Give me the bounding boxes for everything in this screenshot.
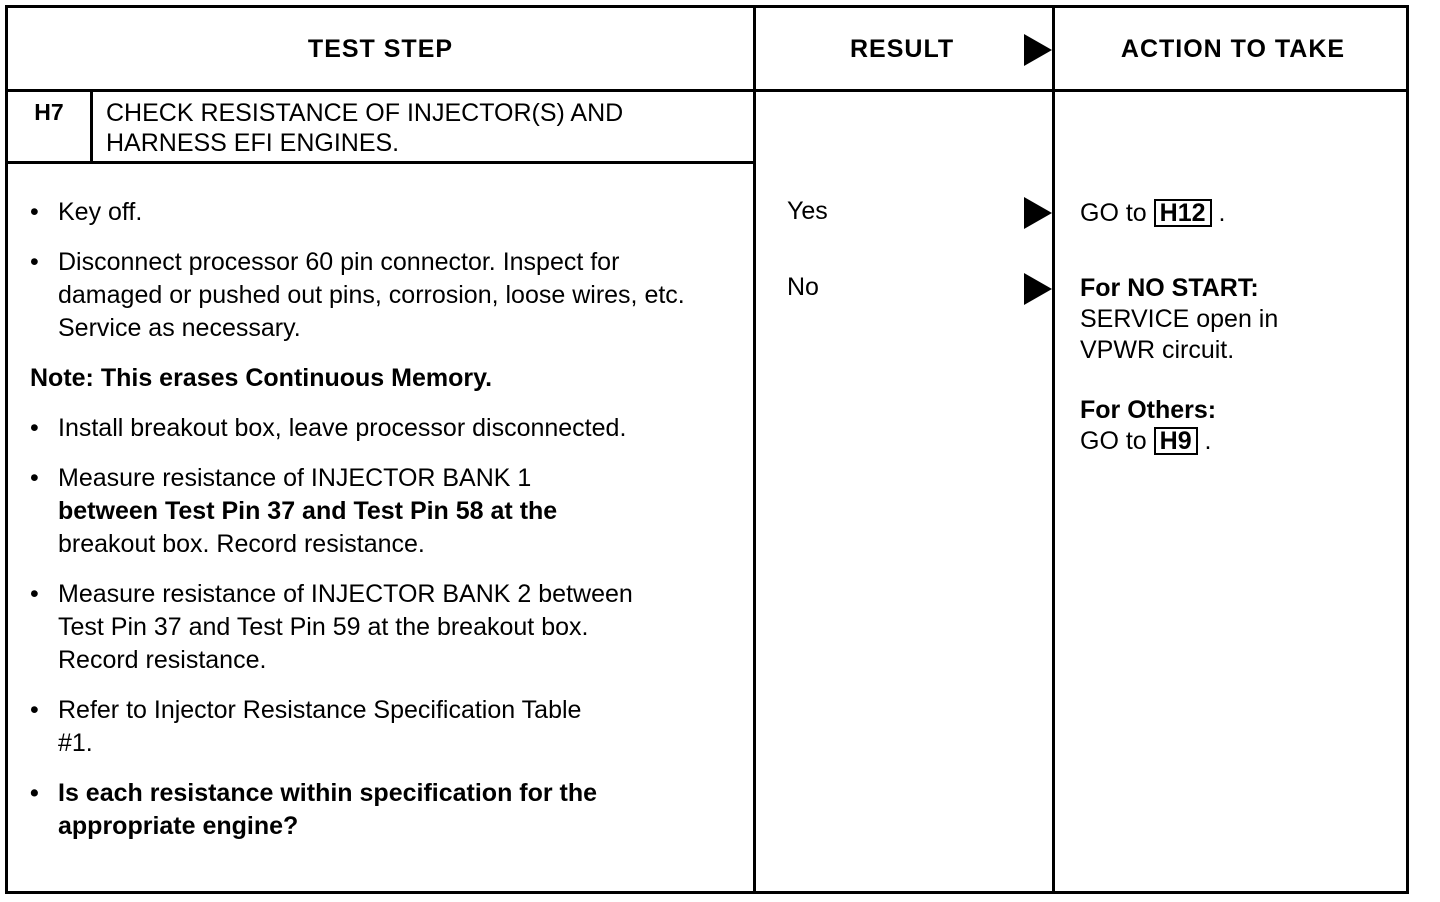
- list-item-text: Measure resistance of INJECTOR BANK 1: [58, 464, 532, 492]
- action-yes: GO to H12 .: [1080, 199, 1226, 227]
- list-item: • Install breakout box, leave processor disconnected.: [30, 412, 735, 445]
- step-ref-h9[interactable]: H9: [1154, 427, 1198, 455]
- column-divider-result: [753, 5, 756, 894]
- header-result: RESULT: [850, 34, 955, 63]
- result-yes: Yes: [787, 197, 828, 225]
- header-action: ACTION TO TAKE: [1120, 34, 1346, 63]
- header-test-step: TEST STEP: [307, 34, 454, 63]
- action-no-start-heading: For NO START:: [1080, 274, 1259, 302]
- list-item: [30, 462, 735, 561]
- action-goto-text: GO to: [1080, 427, 1147, 455]
- column-divider-action: [1052, 5, 1055, 894]
- list-item-text: breakout box. Record resistance.: [58, 530, 425, 558]
- list-item: • Measure resistance of INJECTOR BANK 2 between Test Pin 37 and Test Pin 59 at the breakout box. Record resistance.: [30, 578, 658, 677]
- step-ref-h12[interactable]: H12: [1154, 199, 1212, 227]
- note: Note: This erases Continuous Memory.: [30, 364, 493, 392]
- test-step-list: [30, 196, 735, 860]
- action-goto-text: GO to: [1080, 199, 1147, 227]
- step-title-divider: [5, 161, 755, 164]
- step-id: H7: [34, 99, 64, 125]
- action-no-start-text: SERVICE open in: [1080, 305, 1279, 333]
- action-others: GO to H9 .: [1080, 427, 1212, 455]
- list-item: • Key off.: [30, 196, 735, 229]
- list-item: • Disconnect processor 60 pin connector. Inspect for damaged or pushed out pins, corrosion, loose wires, etc. Service as necessary.: [30, 246, 718, 345]
- action-others-heading: For Others:: [1080, 396, 1217, 424]
- step-title: CHECK RESISTANCE OF INJECTOR(S) AND HARNESS EFI ENGINES.: [106, 99, 624, 157]
- result-no: No: [787, 273, 819, 301]
- list-item: • Refer to Injector Resistance Specification Table #1.: [30, 694, 598, 760]
- list-item-question: • Is each resistance within specification for the appropriate engine?: [30, 777, 718, 843]
- action-no-start-text: VPWR circuit.: [1080, 336, 1235, 364]
- result-no-arrow-icon: [1024, 273, 1052, 305]
- step-id-divider: [90, 90, 93, 162]
- result-yes-arrow-icon: [1024, 197, 1052, 229]
- header-arrow-icon: [1024, 34, 1052, 66]
- list-item-bold-text: between Test Pin 37 and Test Pin 58 at the: [58, 497, 558, 525]
